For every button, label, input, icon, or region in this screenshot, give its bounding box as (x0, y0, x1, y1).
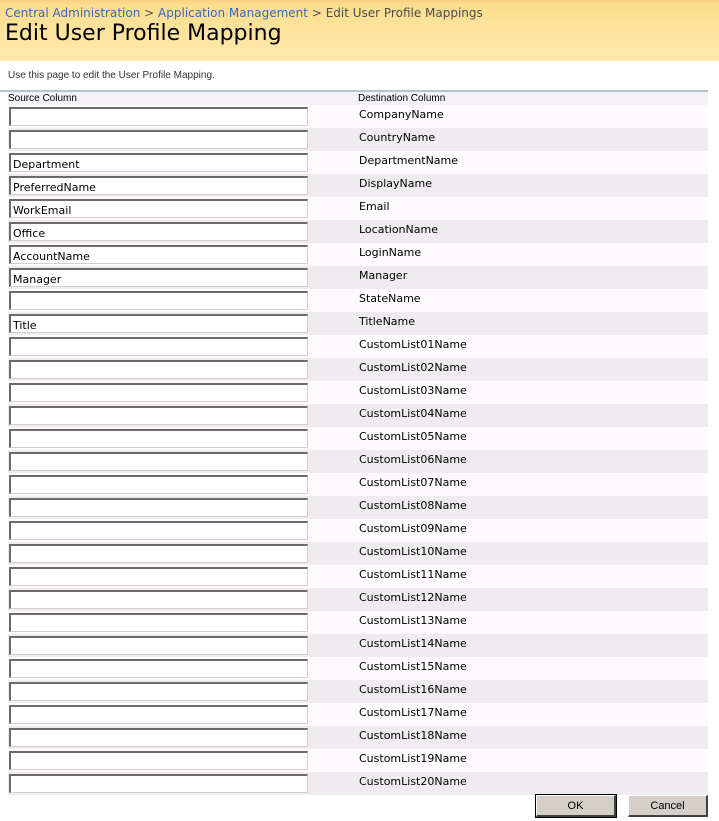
source-column-input[interactable] (9, 291, 308, 310)
table-row (8, 358, 708, 381)
ok-button[interactable]: OK (536, 795, 616, 817)
table-row (8, 266, 708, 289)
breadcrumb-application-management[interactable]: Application Management (158, 6, 308, 20)
destination-column-label: CustomList16Name (359, 683, 467, 696)
table-row (8, 703, 708, 726)
source-column-input[interactable] (9, 613, 308, 632)
destination-column-label: CustomList10Name (359, 545, 467, 558)
source-column-input[interactable] (9, 314, 308, 333)
source-column-input[interactable] (9, 567, 308, 586)
cancel-button[interactable]: Cancel (628, 795, 708, 817)
table-row (8, 381, 708, 404)
table-row (8, 404, 708, 427)
mapping-table (8, 92, 708, 795)
breadcrumb-separator: > (311, 6, 322, 20)
table-row (8, 680, 708, 703)
destination-column-label: CustomList09Name (359, 522, 467, 535)
source-column-input[interactable] (9, 176, 308, 195)
source-column-input[interactable] (9, 728, 308, 747)
source-column-input[interactable] (9, 521, 308, 540)
destination-column-label: LocationName (359, 223, 438, 236)
table-row (8, 749, 708, 772)
destination-column-label: LoginName (359, 246, 422, 259)
table-body (8, 105, 708, 795)
source-column-input[interactable] (9, 475, 308, 494)
table-row (8, 542, 708, 565)
page-description: Use this page to edit the User Profile Mapping. (8, 70, 215, 81)
table-row (8, 611, 708, 634)
destination-column-label: TitleName (359, 315, 416, 328)
page-title: Edit User Profile Mapping (5, 21, 282, 46)
destination-column-label: CustomList01Name (359, 338, 467, 351)
source-column-input[interactable] (9, 199, 308, 218)
source-column-input[interactable] (9, 406, 308, 425)
destination-column-label: CustomList14Name (359, 637, 467, 650)
source-column-input[interactable] (9, 636, 308, 655)
table-row (8, 243, 708, 266)
source-column-input[interactable] (9, 590, 308, 609)
destination-column-label: StateName (359, 292, 421, 305)
destination-column-label: CountryName (359, 131, 436, 144)
destination-column-label: CustomList18Name (359, 729, 467, 742)
destination-column-header: Destination Column (358, 93, 446, 104)
source-column-input[interactable] (9, 774, 308, 793)
table-row (8, 151, 708, 174)
breadcrumb (5, 6, 483, 21)
destination-column-label: CustomList05Name (359, 430, 467, 443)
table-row (8, 726, 708, 749)
destination-column-label: CustomList20Name (359, 775, 467, 788)
destination-column-label: DepartmentName (359, 154, 459, 167)
table-header (8, 92, 708, 105)
breadcrumb-separator: > (144, 6, 155, 20)
source-column-input[interactable] (9, 659, 308, 678)
destination-column-label: CustomList06Name (359, 453, 467, 466)
table-row (8, 634, 708, 657)
table-row (8, 174, 708, 197)
page-header (0, 0, 719, 61)
source-column-input[interactable] (9, 130, 308, 149)
source-column-input[interactable] (9, 682, 308, 701)
breadcrumb-central-administration[interactable]: Central Administration (5, 6, 141, 20)
source-column-input[interactable] (9, 268, 308, 287)
breadcrumb-current: Edit User Profile Mappings (325, 6, 483, 20)
table-row (8, 473, 708, 496)
destination-column-label: CustomList02Name (359, 361, 467, 374)
table-row (8, 496, 708, 519)
destination-column-label: CustomList19Name (359, 752, 467, 765)
source-column-input[interactable] (9, 452, 308, 471)
table-row (8, 565, 708, 588)
destination-column-label: CustomList13Name (359, 614, 467, 627)
table-row (8, 128, 708, 151)
table-row (8, 289, 708, 312)
table-row (8, 197, 708, 220)
source-column-input[interactable] (9, 429, 308, 448)
table-row (8, 450, 708, 473)
destination-column-label: CompanyName (359, 108, 444, 121)
source-column-input[interactable] (9, 705, 308, 724)
destination-column-label: DisplayName (359, 177, 432, 190)
source-column-input[interactable] (9, 107, 308, 126)
table-row (8, 335, 708, 358)
source-column-input[interactable] (9, 153, 308, 172)
source-column-input[interactable] (9, 222, 308, 241)
destination-column-label: CustomList12Name (359, 591, 467, 604)
source-column-input[interactable] (9, 383, 308, 402)
destination-column-label: CustomList17Name (359, 706, 467, 719)
destination-column-label: CustomList04Name (359, 407, 467, 420)
source-column-input[interactable] (9, 337, 308, 356)
destination-column-label: Email (359, 200, 390, 213)
destination-column-label: CustomList08Name (359, 499, 467, 512)
destination-column-label: CustomList07Name (359, 476, 467, 489)
source-column-input[interactable] (9, 245, 308, 264)
destination-column-label: CustomList11Name (359, 568, 467, 581)
source-column-input[interactable] (9, 360, 308, 379)
table-row (8, 657, 708, 680)
destination-column-label: CustomList15Name (359, 660, 467, 673)
table-row (8, 588, 708, 611)
table-row (8, 519, 708, 542)
source-column-header: Source Column (8, 93, 77, 104)
destination-column-label: Manager (359, 269, 408, 282)
source-column-input[interactable] (9, 498, 308, 517)
source-column-input[interactable] (9, 751, 308, 770)
table-row (8, 427, 708, 450)
table-row (8, 220, 708, 243)
source-column-input[interactable] (9, 544, 308, 563)
table-row (8, 772, 708, 795)
table-row (8, 312, 708, 335)
table-row (8, 105, 708, 128)
destination-column-label: CustomList03Name (359, 384, 467, 397)
